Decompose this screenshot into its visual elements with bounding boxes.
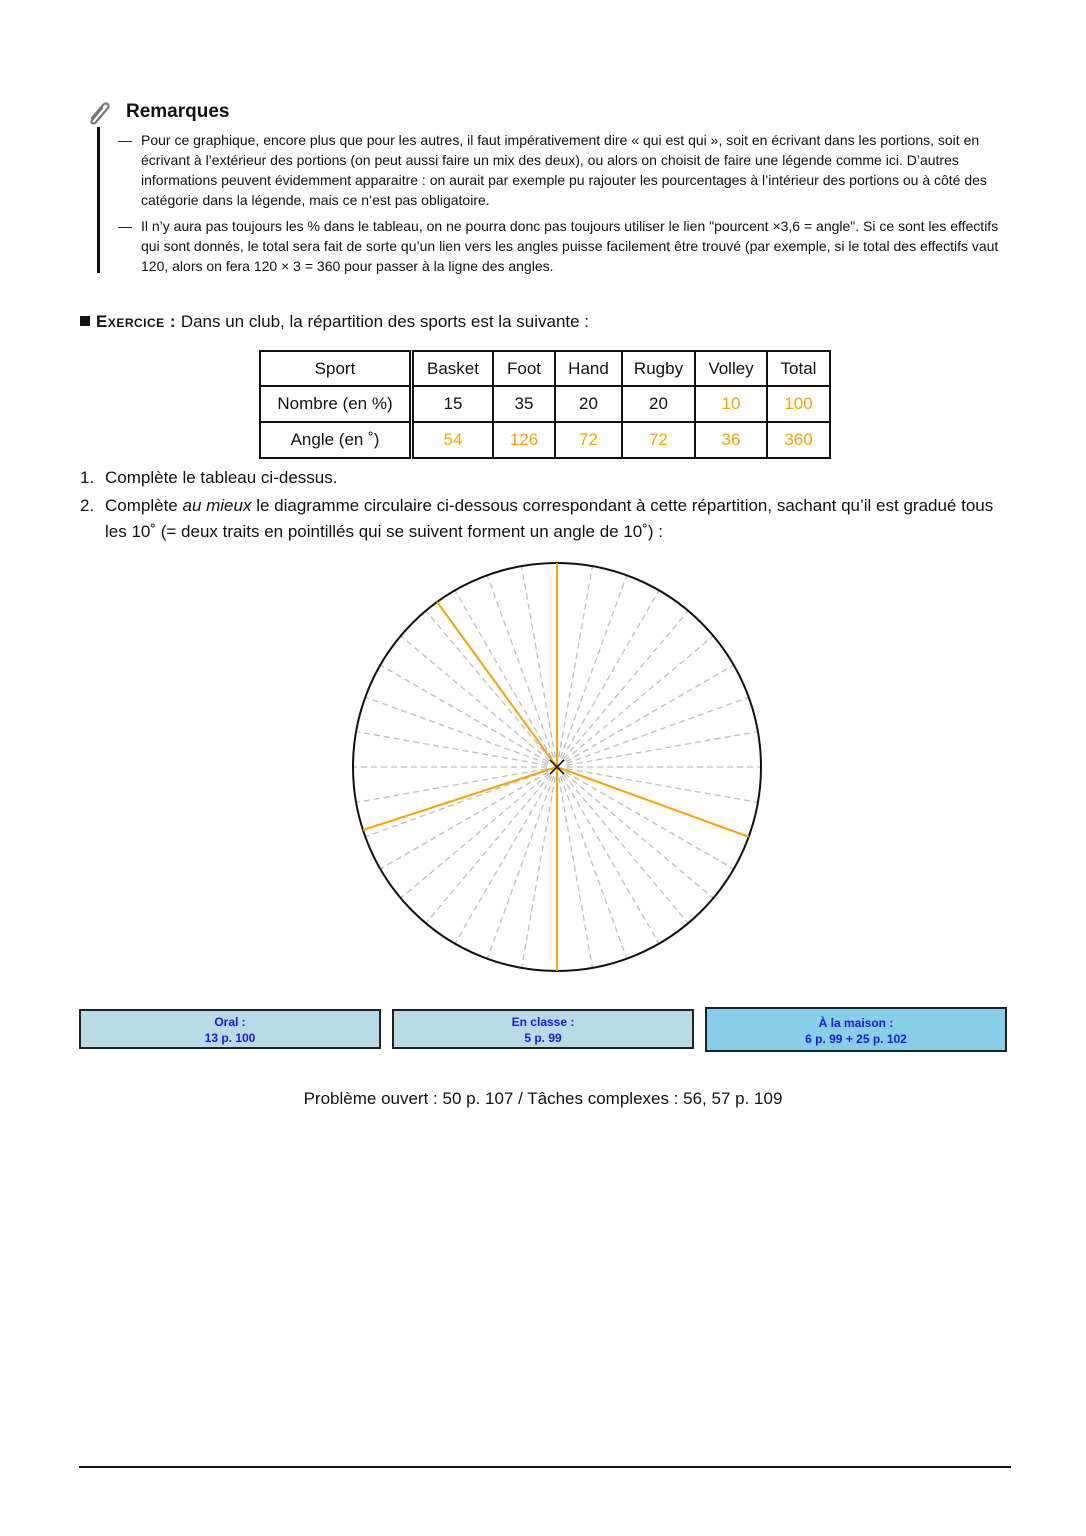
question-1 (80, 465, 1010, 491)
graduation-line (365, 697, 547, 763)
pie-chart (350, 558, 764, 976)
question-number: 1. (80, 468, 95, 487)
table-row-percent (260, 386, 830, 422)
homework-classe-box (392, 1009, 694, 1049)
question-text-part: Complète (105, 496, 183, 515)
table-cell: 35 (493, 386, 555, 422)
paperclip-icon (83, 98, 115, 130)
table-header-cell: Sport (260, 351, 412, 386)
table-row-label: Angle (en ˚) (260, 422, 412, 458)
remark-dash: — (118, 218, 132, 234)
graduation-line (522, 777, 556, 968)
sports-table (259, 350, 831, 459)
homework-classe-refs: 5 p. 99 (524, 1031, 562, 1045)
table-header-cell: Rugby (622, 351, 695, 386)
question-emphasis: au mieux (182, 496, 252, 515)
homework-oral-refs: 13 p. 100 (204, 1031, 256, 1045)
table-header-cell: Foot (493, 351, 555, 386)
remark-item (118, 216, 1008, 276)
graduation-line (567, 769, 758, 803)
question-number: 2. (80, 496, 95, 515)
graduation-line (356, 732, 547, 766)
graduation-line (487, 575, 553, 757)
table-cell-answer: 100 (767, 386, 830, 422)
graduation-line (565, 773, 714, 898)
graduation-line (455, 776, 552, 944)
graduation-line (560, 575, 626, 757)
remark-text: Il n’y aura pas toujours les % dans le tableau, on ne pourra donc pas toujours utiliser le lien "pourcent ×3,6 = angle". Si ce sont les effectifs qui sont donnés, le total sera fait de sorte qu’un lien vers les angles puisse facilement être trouvé (par exemple, si le total des effectifs vaut 120, alors on fera 120 × 3 = 360 pour passer à la ligne des angles. (141, 218, 999, 274)
open-problems-line: Problème ouvert : 50 p. 107 / Tâches complexes : 56, 57 p. 109 (303, 1089, 783, 1108)
homework-maison-box (705, 1007, 1007, 1052)
remark-item (118, 130, 1008, 210)
exercise-text: Dans un club, la répartition des sports est la suivante : (180, 312, 590, 331)
question-text (105, 493, 1010, 545)
table-cell-answer: 72 (555, 422, 622, 458)
remarks-bar (97, 127, 100, 273)
table-cell: 20 (622, 386, 695, 422)
homework-oral-title: Oral : (214, 1015, 246, 1029)
graduation-line (401, 773, 550, 898)
homework-maison-title: À la maison : (818, 1016, 894, 1030)
table-row-label: Nombre (en %) (260, 386, 412, 422)
table-cell-answer: 360 (767, 422, 830, 458)
table-header-cell: Hand (555, 351, 622, 386)
graduation-line (563, 611, 688, 760)
remarks-title: Remarques (126, 101, 230, 122)
graduation-line (566, 665, 734, 762)
exercise-statement (80, 312, 589, 332)
remark-dash: — (118, 132, 132, 148)
graduation-line (380, 772, 548, 869)
table-header-cell: Volley (695, 351, 767, 386)
graduation-line (566, 772, 734, 869)
graduation-line (356, 769, 547, 803)
slice-boundary-line (437, 602, 557, 767)
graduation-line (426, 775, 551, 924)
graduation-line (522, 566, 556, 757)
graduation-line (487, 776, 553, 958)
table-cell-answer: 54 (412, 422, 494, 458)
table-header-cell: Basket (412, 351, 494, 386)
table-header-row (260, 351, 830, 386)
graduation-line (562, 590, 659, 758)
graduation-line (380, 665, 548, 762)
bullet-square-icon (80, 316, 90, 326)
homework-oral-box (79, 1009, 381, 1049)
table-cell: 15 (412, 386, 494, 422)
graduation-line (567, 732, 758, 766)
graduation-line (559, 566, 593, 757)
graduation-line (566, 697, 748, 763)
table-header-cell: Total (767, 351, 830, 386)
graduation-line (565, 636, 714, 761)
graduation-line (559, 777, 593, 968)
graduation-line (455, 590, 552, 758)
graduation-line (563, 775, 688, 924)
homework-classe-title: En classe : (511, 1015, 575, 1029)
table-cell: 20 (555, 386, 622, 422)
table-cell-answer: 126 (493, 422, 555, 458)
graduation-line (365, 770, 547, 836)
question-text-part: le diagramme circulaire ci-dessous correspondant à cette répartition, sachant qu’il est gradué tous les 10˚ (= deux traits en pointillés qui se suivent forment un angle de 10˚) : (105, 496, 994, 541)
footer-rule (79, 1466, 1011, 1468)
homework-maison-refs: 6 p. 99 + 25 p. 102 (805, 1032, 907, 1046)
question-2 (80, 493, 1010, 545)
graduation-line (562, 776, 659, 944)
remark-text: Pour ce graphique, encore plus que pour les autres, il faut impérativement dire « qui est qui », soit en écrivant dans les portions, soit en écrivant à l’extérieur des portions (on peut aussi faire un mix des deux), ou alors on choisit de faire une légende comme ici. D’autres informations peuvent évidemment apparaitre : on aurait par exemple pu rajouter les pourcentages à l’intérieur des portions ou à côté des catégorie dans la légende, mais ce n’est pas obligatoire. (141, 132, 987, 208)
table-row-angle (260, 422, 830, 458)
exercise-label: Exercice : (96, 312, 177, 331)
graduation-line (560, 776, 626, 958)
question-text: Complète le tableau ci-dessus. (105, 468, 338, 487)
slice-boundary-line (363, 767, 557, 830)
table-cell-answer: 10 (695, 386, 767, 422)
table-cell-answer: 36 (695, 422, 767, 458)
table-cell-answer: 72 (622, 422, 695, 458)
graduation-line (426, 611, 551, 760)
